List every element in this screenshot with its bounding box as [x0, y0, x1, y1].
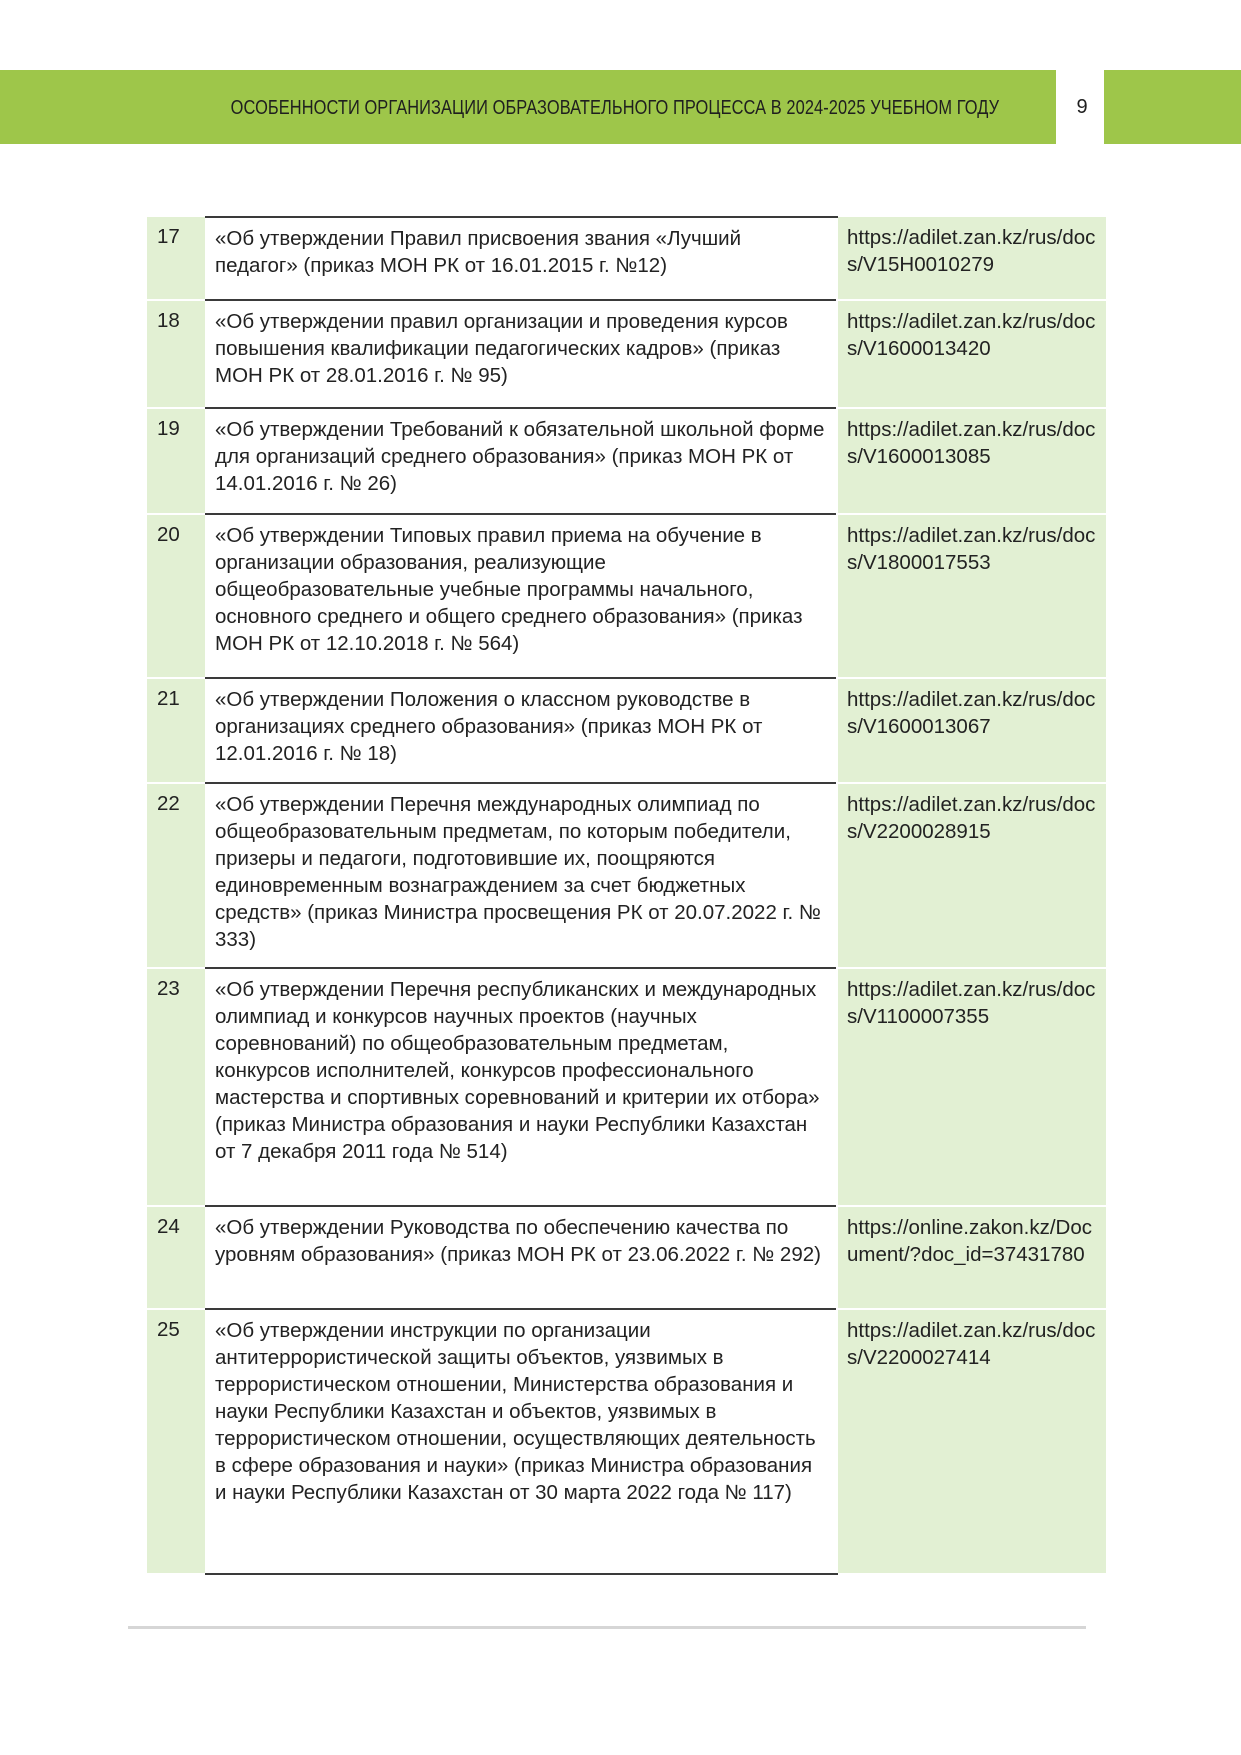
table-row — [147, 968, 1106, 1206]
table-row — [147, 408, 1106, 514]
row-number: 21 — [157, 687, 180, 710]
document-link-cell — [837, 217, 1106, 300]
row-number: 18 — [157, 309, 180, 332]
document-link[interactable]: https://adilet.zan.kz/rus/docs/V2200027414 — [847, 1319, 1096, 1369]
table-row — [147, 217, 1106, 300]
document-title-cell — [205, 408, 837, 514]
table-row — [147, 514, 1106, 678]
row-number-cell — [147, 678, 205, 783]
document-link[interactable]: https://adilet.zan.kz/rus/docs/V1600013420 — [847, 310, 1096, 360]
row-number: 23 — [157, 977, 180, 1000]
document-link[interactable]: https://adilet.zan.kz/rus/docs/V1600013085 — [847, 418, 1096, 468]
document-link-cell — [837, 1206, 1106, 1309]
row-number-cell — [147, 514, 205, 678]
table-row — [147, 300, 1106, 408]
document-title-cell — [205, 783, 837, 968]
document-link[interactable]: https://adilet.zan.kz/rus/docs/V1600013067 — [847, 688, 1096, 738]
row-number-cell — [147, 783, 205, 968]
document-title: «Об утверждении Перечня международных олимпиад по общеобразовательным предметам, по которым победители, призеры и педагоги, подготовившие их, поощряются единовременным вознаграждением за счет бюджетных средств» (приказ Министра просвещения РК от 20.07.2022 г. № 333) — [215, 793, 821, 951]
document-title: «Об утверждении Положения о классном руководстве в организациях среднего образования» (приказ МОН РК от 12.01.2016 г. № 18) — [215, 688, 763, 765]
document-link[interactable]: https://adilet.zan.kz/rus/docs/V15H0010279 — [847, 226, 1096, 276]
document-title-cell — [205, 300, 837, 408]
document-link-cell — [837, 968, 1106, 1206]
row-number: 20 — [157, 523, 180, 546]
document-title: «Об утверждении Правил присвоения звания «Лучший педагог» (приказ МОН РК от 16.01.2015 г. №12) — [215, 227, 742, 277]
table-row — [147, 1309, 1106, 1574]
document-title: «Об утверждении Перечня республиканских и международных олимпиад и конкурсов научных проектов (научных соревнований) по общеобразовательным предметам, конкурсов исполнителей, конкурсов профессионального мастерства и спортивных соревнований и критерии их отбора» (приказ Министра образования и науки Республики Казахстан от 7 декабря 2011 года № 514) — [215, 978, 820, 1163]
document-link[interactable]: https://adilet.zan.kz/rus/docs/V2200028915 — [847, 793, 1096, 843]
header-accent-block — [1104, 70, 1241, 144]
document-title-cell — [205, 968, 837, 1206]
document-link-cell — [837, 408, 1106, 514]
document-link[interactable]: https://online.zakon.kz/Document/?doc_id=37431780 — [847, 1216, 1092, 1266]
row-number-cell — [147, 300, 205, 408]
row-number-cell — [147, 1206, 205, 1309]
row-number-cell — [147, 1309, 205, 1574]
footer-divider — [128, 1626, 1086, 1629]
row-number-cell — [147, 968, 205, 1206]
document-title-cell — [205, 217, 837, 300]
document-link-cell — [837, 678, 1106, 783]
header-band — [0, 70, 1056, 144]
document-title: «Об утверждении инструкции по организации антитеррористической защиты объектов, уязвимых в террористическом отношении, Министерства образования и науки Республики Казахстан и объектов, уязвимых в террористическом отношении, осуществляющих деятельность в сфере образования и науки» (приказ Министра образования и науки Республики Казахстан от 30 марта 2022 года № 117) — [215, 1319, 816, 1504]
document-link[interactable]: https://adilet.zan.kz/rus/docs/V1800017553 — [847, 524, 1096, 574]
document-title: «Об утверждении Руководства по обеспечению качества по уровням образования» (приказ МОН РК от 23.06.2022 г. № 292) — [215, 1216, 821, 1266]
row-number: 17 — [157, 225, 180, 248]
table-row — [147, 678, 1106, 783]
row-number: 19 — [157, 417, 180, 440]
document-title-cell — [205, 1206, 837, 1309]
document-link[interactable]: https://adilet.zan.kz/rus/docs/V1100007355 — [847, 978, 1096, 1028]
row-number: 22 — [157, 792, 180, 815]
row-number-cell — [147, 408, 205, 514]
documents-table — [147, 216, 1106, 1575]
row-number: 24 — [157, 1215, 180, 1238]
document-title-cell — [205, 678, 837, 783]
document-link-cell — [837, 1309, 1106, 1574]
row-number: 25 — [157, 1318, 180, 1341]
document-link-cell — [837, 300, 1106, 408]
table-row — [147, 783, 1106, 968]
document-title-cell — [205, 1309, 837, 1574]
page-header-title: ОСОБЕННОСТИ ОРГАНИЗАЦИИ ОБРАЗОВАТЕЛЬНОГО ПРОЦЕССА В 2024-2025 УЧЕБНОМ ГОДУ — [230, 97, 999, 119]
document-title-cell — [205, 514, 837, 678]
document-title: «Об утверждении правил организации и проведения курсов повышения квалификации педагогических кадров» (приказ МОН РК от 28.01.2016 г. № 95) — [215, 310, 788, 387]
table-row — [147, 1206, 1106, 1309]
page-number: 9 — [1076, 96, 1088, 118]
document-link-cell — [837, 514, 1106, 678]
document-title: «Об утверждении Типовых правил приема на обучение в организации образования, реализующие общеобразовательные учебные программы начального, основного среднего и общего среднего образования» (приказ МОН РК от 12.10.2018 г. № 564) — [215, 524, 803, 655]
document-title: «Об утверждении Требований к обязательной школьной форме для организаций среднего образования» (приказ МОН РК от 14.01.2016 г. № 26) — [215, 418, 825, 495]
row-number-cell — [147, 217, 205, 300]
document-link-cell — [837, 783, 1106, 968]
